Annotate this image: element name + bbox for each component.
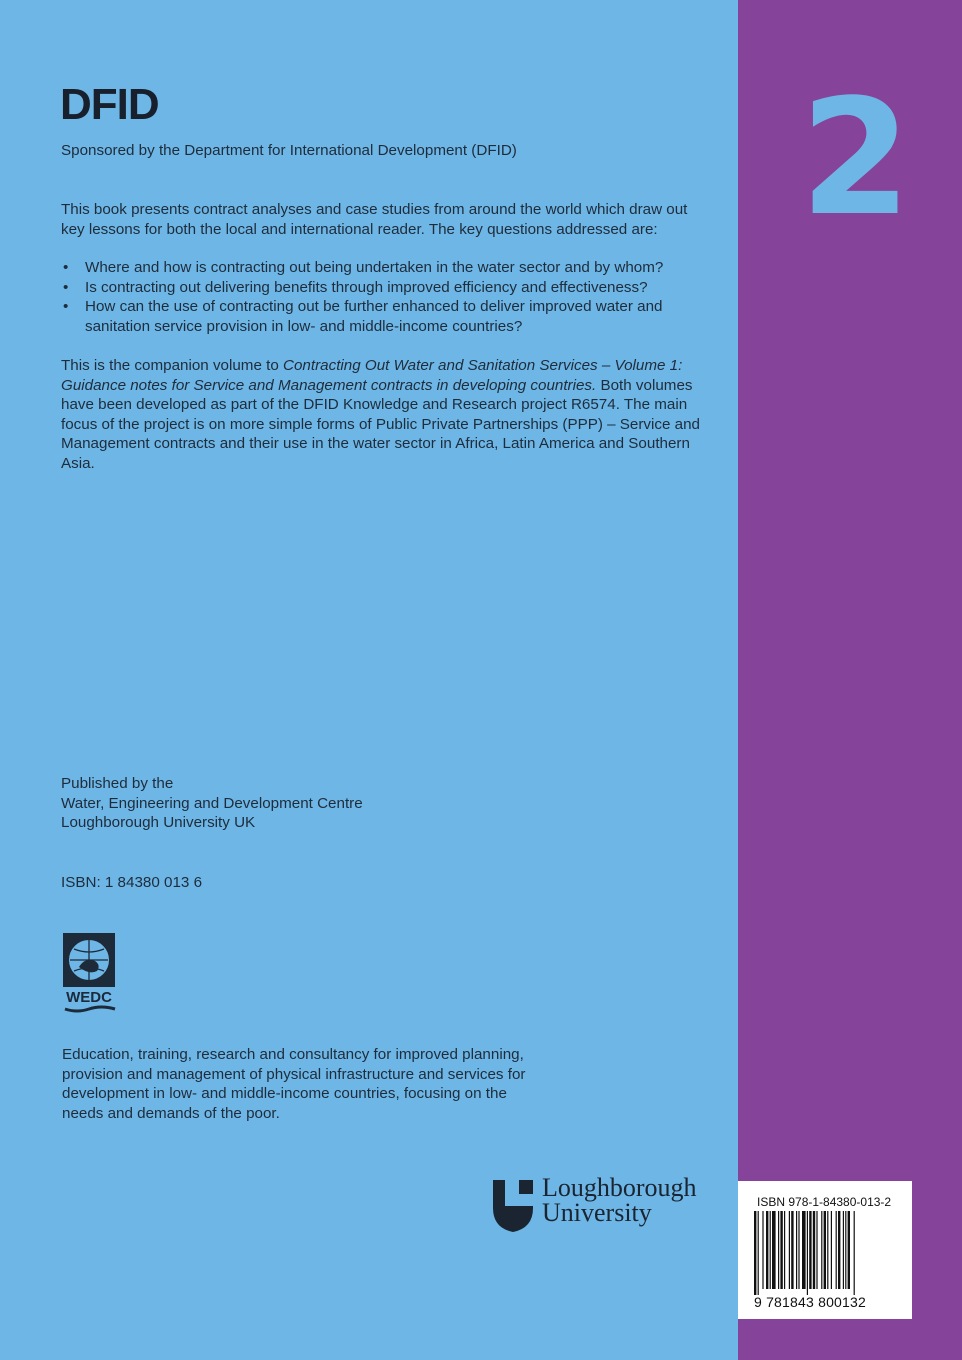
companion-rest: Both volumes have been developed as part of the DFID Knowledge and Research project R6574. The main focus of the project is on more simple forms of Public Private Partnerships (PPP) – Service and Management contracts and their use in the water sector in Africa, Latin America and Southern Asia.	[61, 376, 700, 472]
barcode-bar	[754, 1211, 756, 1295]
barcode-bar	[845, 1211, 846, 1289]
wedc-logo-text: WEDC	[66, 989, 112, 1006]
barcode-panel	[738, 1181, 912, 1319]
publisher-block	[61, 774, 711, 833]
wedc-tagline: Education, training, research and consultancy for improved planning, provision and management of physical infrastructure and services for development in low- and middle-income countries, focusing on the needs and demands of the poor.	[62, 1046, 526, 1122]
volume-number: 2	[800, 64, 908, 251]
loughborough-university-logo	[542, 1175, 697, 1225]
barcode-bar	[831, 1211, 832, 1289]
barcode-bar	[766, 1211, 768, 1289]
barcode-digits: 9 781843 800132	[754, 1294, 866, 1310]
barcode-bar	[816, 1211, 817, 1289]
barcode-bar	[836, 1211, 837, 1289]
barcode-bar	[809, 1211, 811, 1289]
logo-line: Loughborough	[542, 1173, 697, 1202]
barcode-bar	[843, 1211, 844, 1289]
barcode-bar	[813, 1211, 815, 1289]
key-questions-list	[61, 258, 711, 336]
barcode-bar	[791, 1211, 793, 1289]
barcode-bar	[827, 1211, 828, 1289]
barcode-bar	[854, 1211, 855, 1295]
bullet-icon: •	[63, 278, 69, 296]
publisher-line: Loughborough University UK	[61, 814, 256, 832]
bullet-text: Where and how is contracting out being undertaken in the water sector and by whom?	[85, 259, 664, 276]
list-item	[61, 258, 711, 278]
barcode-bar	[821, 1211, 822, 1289]
sponsor-line: Sponsored by the Department for International Development (DFID)	[61, 142, 517, 159]
companion-prefix: This is the companion volume to	[61, 357, 284, 374]
loughborough-shield-icon	[491, 1178, 541, 1234]
barcode-bar	[784, 1211, 785, 1289]
barcode-bar	[772, 1211, 776, 1289]
barcode-icon	[752, 1211, 894, 1295]
publisher-line: Water, Engineering and Development Centre	[61, 794, 363, 812]
barcode-isbn: ISBN 978-1-84380-013-2	[757, 1195, 892, 1209]
bullet-icon: •	[63, 259, 69, 276]
intro-paragraph: This book presents contract analyses and case studies from around the world which draw out key lessons for both the local and international reader. The key questions addressed are:	[61, 201, 688, 238]
barcode-bar	[780, 1211, 782, 1289]
bullet-text: How can the use of contracting out be further enhanced to deliver improved water and sanitation service provision in low- and middle-income countries?	[85, 298, 663, 335]
barcode-bar	[807, 1211, 808, 1295]
barcode-bar	[798, 1211, 799, 1289]
wedc-logo	[61, 931, 119, 1015]
barcode-bar	[758, 1211, 759, 1295]
companion-title: Contracting Out Water and Sanitation Services – Volume 1: Guidance notes for Service and Management contracts in developing countries.	[61, 357, 683, 394]
barcode-bar	[770, 1211, 771, 1289]
dfid-logo: DFID	[60, 80, 159, 129]
barcode-bar	[848, 1211, 850, 1289]
bullet-icon: •	[63, 298, 69, 316]
barcode-bar	[796, 1211, 797, 1289]
companion-paragraph	[61, 356, 711, 474]
barcode-bar	[824, 1211, 826, 1289]
logo-line: University	[542, 1198, 652, 1227]
publisher-line: Published by the	[61, 775, 174, 792]
barcode-bar	[789, 1211, 790, 1289]
list-item	[61, 278, 711, 298]
barcode-bar	[838, 1211, 840, 1289]
barcode-bar	[762, 1211, 763, 1289]
list-item	[61, 297, 711, 336]
barcode-bar	[778, 1211, 779, 1289]
barcode-bar	[802, 1211, 806, 1289]
bullet-text: Is contracting out delivering benefits through improved efficiency and effectiveness?	[85, 278, 648, 296]
isbn-line: ISBN: 1 84380 013 6	[61, 874, 203, 891]
